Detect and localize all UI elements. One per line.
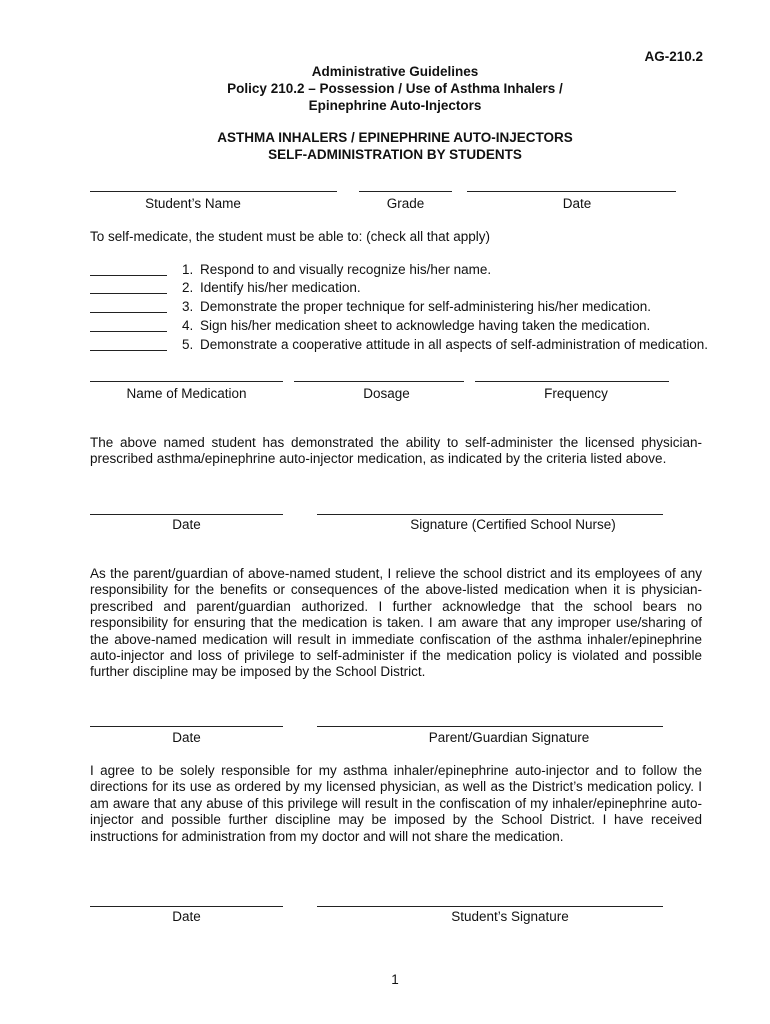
checklist-item [90, 318, 730, 337]
student-name-label: Student’s Name [145, 196, 241, 211]
student-signature-line[interactable] [317, 906, 663, 907]
title-line-1: ASTHMA INHALERS / EPINEPHRINE AUTO-INJECTORS [217, 130, 573, 145]
checklist-item [90, 337, 730, 356]
checklist-number: 1. [182, 262, 194, 277]
header-line-2: Policy 210.2 – Possession / Use of Asthma Inhalers / [227, 81, 563, 96]
checklist-text: Sign his/her medication sheet to acknowledge having taken the medication. [200, 318, 651, 333]
instructions-text: To self-medicate, the student must be able to: (check all that apply) [90, 229, 490, 244]
checkbox-line[interactable] [90, 312, 167, 313]
parent-signature-line[interactable] [317, 726, 663, 727]
frequency-line[interactable] [475, 381, 669, 382]
checklist-item [90, 280, 730, 299]
grade-label: Grade [386, 196, 425, 211]
grade-line[interactable] [359, 191, 452, 192]
checklist-item [90, 262, 730, 281]
checklist-number: 4. [182, 318, 194, 333]
form-title [140, 129, 650, 163]
document-header [140, 63, 650, 114]
checkbox-line[interactable] [90, 350, 167, 351]
checklist-item [90, 299, 730, 318]
checklist-text: Respond to and visually recognize his/her name. [200, 262, 492, 277]
page-number: 1 [391, 972, 399, 987]
date-label: Date [562, 196, 592, 211]
nurse-date-line[interactable] [90, 514, 283, 515]
parent-statement: As the parent/guardian of above-named student, I relieve the school district and its employees of any responsibility for the benefits or consequences of the above-listed medication when it is physician-prescribed and parent/guardian authorized. I further acknowledge that the school bears no responsibility for ensuring that the medication is taken. I am aware that any improper use/sharing of the above-named medication will result in immediate confiscation of the asthma inhaler/epinephrine auto-injector and loss of privilege to self-administer if the medication policy is violated and possible further discipline may be imposed by the School District. [90, 566, 702, 680]
student-date-line[interactable] [90, 906, 283, 907]
dosage-label: Dosage [363, 386, 410, 401]
parent-date-line[interactable] [90, 726, 283, 727]
frequency-label: Frequency [544, 386, 608, 401]
student-statement: I agree to be solely responsible for my asthma inhaler/epinephrine auto-injector and to follow the directions for its use as ordered by my licensed physician, as well as the District’s medication policy. I am aware that any abuse of this privilege will result in the confiscation of my inhaler/epinephrine auto-injector and possible further discipline may be imposed by the School District. I have received instructions for administration from my doctor and will not share the medication. [90, 763, 702, 844]
dosage-line[interactable] [294, 381, 464, 382]
nurse-date-label: Date [172, 517, 201, 532]
checklist-number: 3. [182, 299, 194, 314]
checkbox-line[interactable] [90, 293, 167, 294]
checklist-text: Demonstrate the proper technique for self-administering his/her medication. [200, 299, 651, 314]
nurse-signature-line[interactable] [317, 514, 663, 515]
header-line-3: Epinephrine Auto-Injectors [308, 98, 482, 113]
checklist-text: Demonstrate a cooperative attitude in all aspects of self-administration of medication. [200, 337, 709, 352]
checkbox-line[interactable] [90, 331, 167, 332]
parent-date-label: Date [172, 730, 201, 745]
medication-name-line[interactable] [90, 381, 283, 382]
student-signature-label: Student’s Signature [451, 909, 569, 924]
checklist-text: Identify his/her medication. [200, 280, 361, 295]
medication-name-label: Name of Medication [126, 386, 247, 401]
date-line[interactable] [467, 191, 676, 192]
nurse-statement: The above named student has demonstrated the ability to self-administer the licensed physician-prescribed asthma/epinephrine auto-injector medication, as indicated by the criteria listed above. [90, 435, 702, 467]
title-line-2: SELF-ADMINISTRATION BY STUDENTS [268, 147, 522, 162]
checklist-number: 2. [182, 280, 194, 295]
header-line-1: Administrative Guidelines [311, 64, 479, 79]
student-date-label: Date [172, 909, 201, 924]
checklist-number: 5. [182, 337, 194, 352]
document-code: AG-210.2 [644, 49, 703, 64]
nurse-signature-label: Signature (Certified School Nurse) [410, 517, 616, 532]
student-name-line[interactable] [90, 191, 337, 192]
parent-signature-label: Parent/Guardian Signature [428, 730, 590, 745]
checkbox-line[interactable] [90, 275, 167, 276]
